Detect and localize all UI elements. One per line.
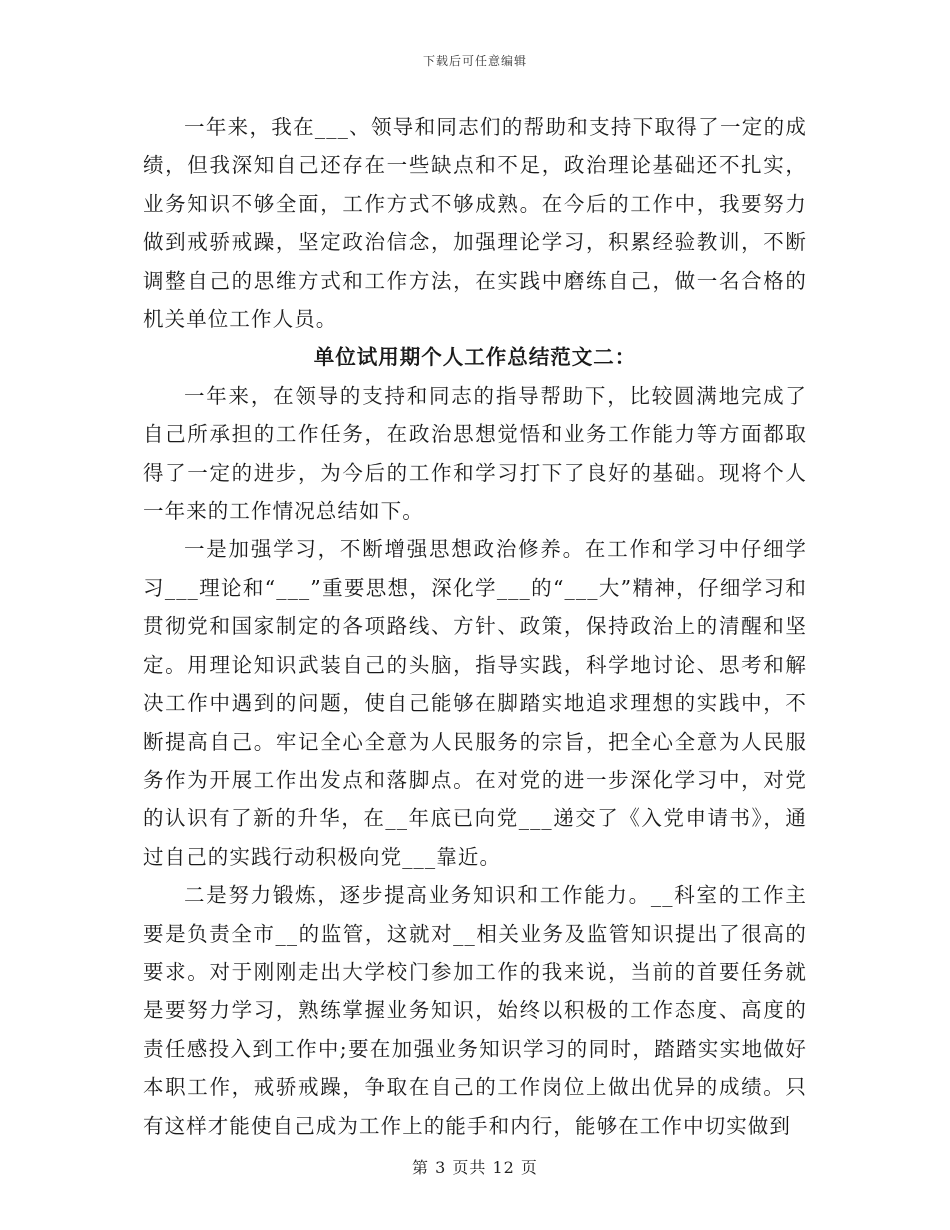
- paragraph-overview: 一年来，在领导的支持和同志的指导帮助下，比较圆满地完成了自己所承担的工作任务，在政治思想觉悟和业务工作能力等方面都取得了一定的进步，为今后的工作和学习打下了良好的基础。现将个人一年来的工作情况总结如下。: [143, 383, 807, 524]
- paragraph-point-one: 一是加强学习，不断增强思想政治修养。在工作和学习中仔细学习___理论和“___”重要思想，深化学___的“___大”精神，仔细学习和贯彻党和国家制定的各项路线、方针、政策，保持政治上的清醒和坚定。用理论知识武装自己的头脑，指导实践，科学地讨论、思考和解决工作中遇到的问题，使自己能够在脚踏实地追求理想的实践中，不断提高自己。牢记全心全意为人民服务的宗旨，把全心全意为人民服务作为开展工作出发点和落脚点。在对党的进一步深化学习中，对党的认识有了新的升华，在__年底已向党___递交了《入党申请书》，通过自己的实践行动积极向党___靠近。: [143, 537, 807, 869]
- page-number: 第 3 页共 12 页: [412, 1158, 538, 1177]
- section-title: 单位试用期个人工作总结范文二：: [313, 345, 637, 370]
- header-note: 下载后可任意编辑: [422, 54, 527, 68]
- document-body: [143, 108, 807, 1145]
- paragraph-intro: 一年来，我在___、领导和同志们的帮助和支持下取得了一定的成绩，但我深知自己还存在一些缺点和不足，政治理论基础还不扎实，业务知识不够全面，工作方式不够成熟。在今后的工作中，我要努力做到戒骄戒躁，坚定政治信念，加强理论学习，积累经验教训，不断调整自己的思维方式和工作方法，在实践中磨练自己，做一名合格的机关单位工作人员。: [143, 115, 807, 332]
- paragraph-point-two: 二是努力锻炼，逐步提高业务知识和工作能力。__科室的工作主要是负责全市__的监管，这就对__相关业务及监管知识提出了很高的要求。对于刚刚走出大学校门参加工作的我来说，当前的首要任务就是要努力学习，熟练掌握业务知识，始终以积极的工作态度、高度的责任感投入到工作中;要在加强业务知识学习的同时，踏踏实实地做好本职工作，戒骄戒躁，争取在自己的工作岗位上做出优异的成绩。只有这样才能使自己成为工作上的能手和内行，能够在工作中切实做到: [143, 883, 807, 1138]
